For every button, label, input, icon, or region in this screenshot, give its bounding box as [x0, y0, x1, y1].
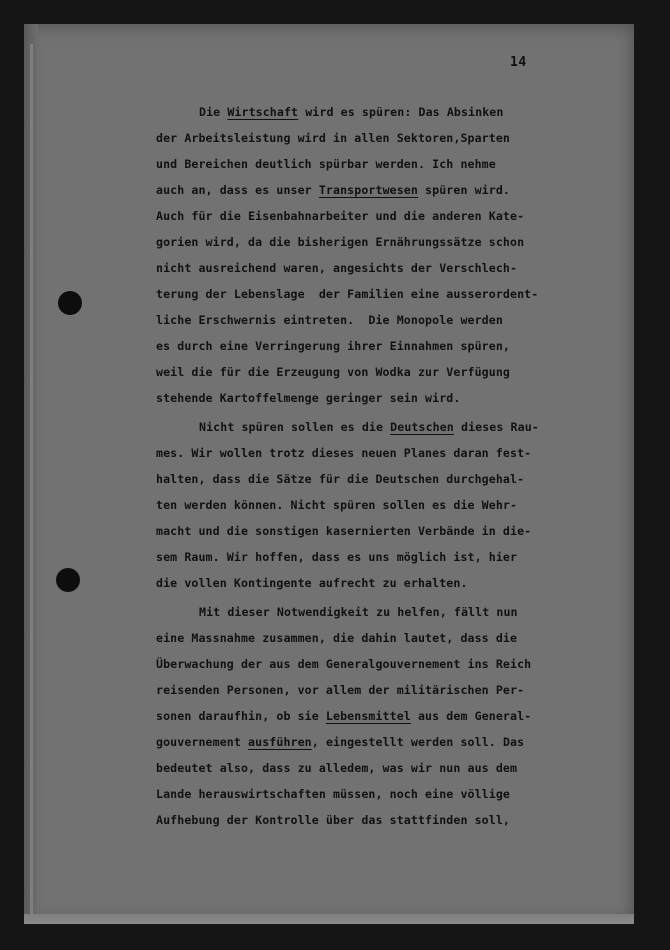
underlined-word: Lebensmittel [325, 709, 411, 723]
underlined-word: ausführen [248, 735, 312, 749]
text-line [156, 390, 460, 406]
text-line [156, 497, 517, 513]
text-line [156, 812, 510, 828]
text-run: mes. Wir wollen trotz dieses neuen Planes daran fest- [156, 446, 532, 460]
text-line [156, 760, 517, 776]
text-run: Mit dieser Notwendigkeit zu helfen, fällt nun [199, 605, 518, 619]
text-run: es durch eine Verringerung ihrer Einnahmen spüren, [156, 339, 511, 353]
text-run: auch an, dass es unser [156, 183, 319, 197]
text-line [156, 234, 524, 250]
text-line [156, 575, 468, 591]
text-run: Die [199, 105, 228, 119]
text-run: spüren wird. [417, 183, 511, 197]
text-line [199, 104, 503, 120]
text-line [199, 604, 518, 620]
text-line [156, 734, 524, 750]
text-run: macht und die sonstigen kasernierten Verbände in die- [156, 524, 532, 538]
text-run: sonen daraufhin, ob sie [156, 709, 326, 723]
page-number: 14 [510, 55, 527, 70]
text-run: gouvernement [156, 735, 249, 749]
text-line [156, 182, 510, 198]
text-line [156, 130, 510, 146]
text-run: , eingestellt werden soll. Das [311, 735, 525, 749]
text-run: stehende Kartoffelmenge geringer sein wird. [156, 391, 461, 405]
text-line [156, 260, 517, 276]
text-run: gorien wird, da die bisherigen Ernährungssätze schon [156, 235, 525, 249]
text-run: liche Erschwernis eintreten. Die Monopole werden [156, 313, 503, 327]
text-run: Auch für die Eisenbahnarbeiter und die anderen Kate- [156, 209, 525, 223]
text-line [156, 708, 531, 724]
paper-bottom-edge [24, 914, 634, 924]
underlined-word: Transportwesen [318, 183, 418, 197]
text-line [156, 656, 531, 672]
text-run: eine Massnahme zusammen, die dahin lautet, dass die [156, 631, 518, 645]
punch-hole-bottom-icon [56, 568, 80, 592]
punch-hole-top-icon [58, 291, 82, 315]
text-line [156, 364, 510, 380]
text-line [156, 471, 524, 487]
text-run: terung der Lebenslage der Familien eine ausserordent- [156, 287, 539, 301]
text-run: ten werden können. Nicht spüren sollen es die Wehr- [156, 498, 518, 512]
text-run: der Arbeitsleistung wird in allen Sektoren,Sparten [156, 131, 511, 145]
text-run: und Bereichen deutlich spürbar werden. Ich nehme [156, 157, 496, 171]
text-run: Überwachung der aus dem Generalgouvernement ins Reich [156, 657, 532, 671]
text-run: wird es spüren: Das Absinken [298, 105, 504, 119]
text-run: Lande herauswirtschaften müssen, noch eine völlige [156, 787, 511, 801]
underlined-word: Deutschen [390, 420, 454, 434]
text-line [156, 338, 510, 354]
text-line [156, 682, 524, 698]
text-run: Aufhebung der Kontrolle über das stattfinden soll, [156, 813, 511, 827]
text-line [156, 286, 538, 302]
text-run: aus dem General- [410, 709, 532, 723]
text-run: weil die für die Erzeugung von Wodka zur Verfügung [156, 365, 511, 379]
text-run: sem Raum. Wir hoffen, dass es uns möglich ist, hier [156, 550, 518, 564]
text-run: nicht ausreichend waren, angesichts der Verschlech- [156, 261, 518, 275]
document-page [24, 24, 634, 924]
text-line [156, 156, 496, 172]
text-line [156, 312, 503, 328]
text-run: Nicht spüren sollen es die [199, 420, 391, 434]
text-line [156, 523, 531, 539]
underlined-word: Wirtschaft [227, 105, 299, 119]
text-line [156, 630, 517, 646]
text-run: reisenden Personen, vor allem der militärischen Per- [156, 683, 525, 697]
text-line [156, 549, 517, 565]
text-run: halten, dass die Sätze für die Deutschen durchgehal- [156, 472, 525, 486]
text-line [199, 419, 539, 435]
paper-fold-line [30, 44, 33, 914]
text-line [156, 208, 524, 224]
text-run: die vollen Kontingente aufrecht zu erhalten. [156, 576, 468, 590]
text-line [156, 786, 510, 802]
text-run: dieses Rau- [453, 420, 539, 434]
text-line [156, 445, 531, 461]
text-run: bedeutet also, dass zu alledem, was wir nun aus dem [156, 761, 518, 775]
